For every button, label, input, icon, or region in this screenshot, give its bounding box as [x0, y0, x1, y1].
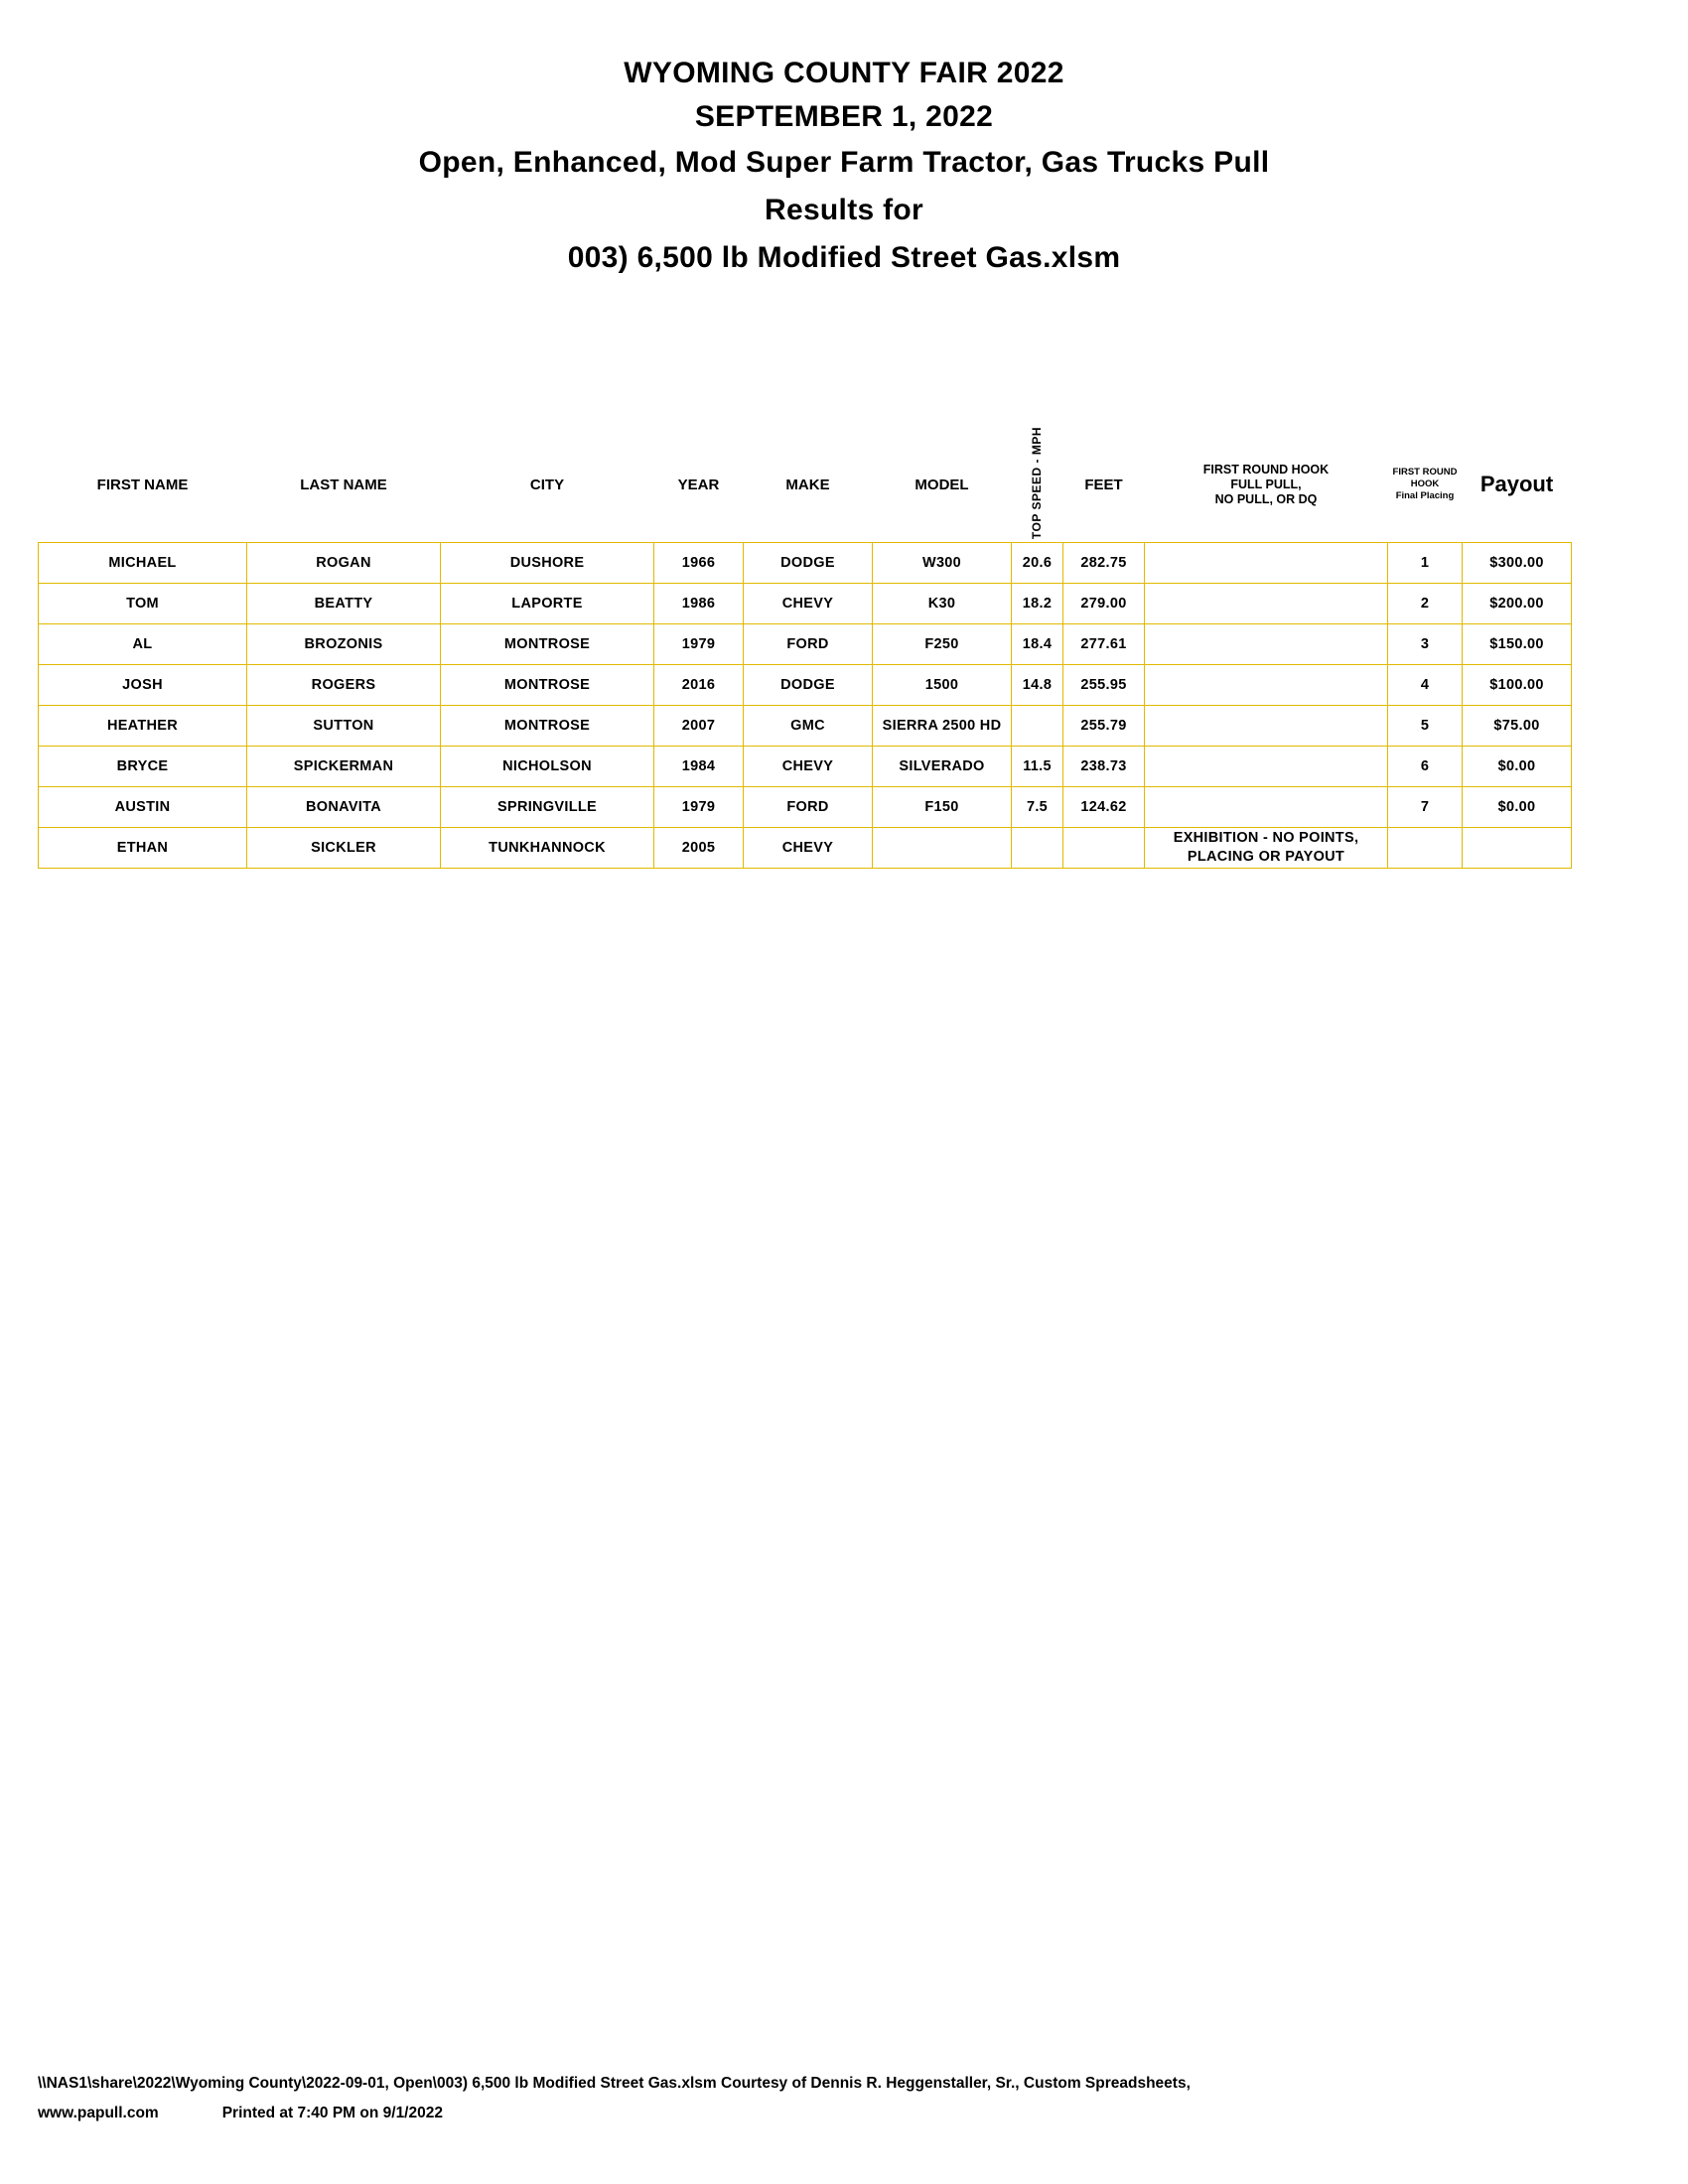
cell-make: CHEVY — [744, 584, 873, 624]
table-row — [39, 665, 1572, 706]
cell-last-name: BEATTY — [247, 584, 441, 624]
header-model: MODEL — [914, 476, 969, 493]
document-title-block — [0, 0, 1688, 282]
cell-city: SPRINGVILLE — [441, 787, 654, 828]
cell-placing — [1388, 828, 1463, 869]
cell-last-name: SUTTON — [247, 706, 441, 747]
cell-last-name: BONAVITA — [247, 787, 441, 828]
cell-first-name: BRYCE — [39, 747, 247, 787]
cell-placing: 4 — [1388, 665, 1463, 706]
table-row — [39, 624, 1572, 665]
cell-payout: $0.00 — [1463, 747, 1572, 787]
cell-hook-note — [1145, 543, 1388, 584]
cell-hook-note — [1145, 787, 1388, 828]
footer-website: www.papull.com — [38, 2105, 159, 2121]
cell-city: MONTROSE — [441, 665, 654, 706]
results-table-body — [39, 543, 1572, 869]
cell-placing: 3 — [1388, 624, 1463, 665]
cell-hook-note: EXHIBITION - NO POINTS, PLACING OR PAYOUT — [1145, 828, 1388, 869]
footer-path-line: \\NAS1\share\2022\Wyoming County\2022-09-01, Open\003) 6,500 lb Modified Street Gas.xlsm Courtesy of Dennis R. Heggenstaller, Sr., Custom Spreadsheets, — [38, 2075, 1191, 2092]
cell-last-name: ROGERS — [247, 665, 441, 706]
cell-make: FORD — [744, 624, 873, 665]
cell-top-speed: 11.5 — [1012, 747, 1063, 787]
cell-make: FORD — [744, 787, 873, 828]
cell-city: LAPORTE — [441, 584, 654, 624]
header-make: MAKE — [785, 476, 830, 493]
cell-hook-note — [1145, 624, 1388, 665]
title-line-5: 003) 6,500 lb Modified Street Gas.xlsm — [567, 241, 1121, 274]
cell-last-name: ROGAN — [247, 543, 441, 584]
cell-make: CHEVY — [744, 828, 873, 869]
cell-year: 2005 — [654, 828, 744, 869]
cell-model: 1500 — [873, 665, 1012, 706]
cell-model: SIERRA 2500 HD — [873, 706, 1012, 747]
cell-placing: 5 — [1388, 706, 1463, 747]
header-first-round-hook-line1: FIRST ROUND HOOK — [1202, 462, 1330, 477]
cell-feet: 255.79 — [1063, 706, 1145, 747]
cell-top-speed: 18.2 — [1012, 584, 1063, 624]
title-line-1: WYOMING COUNTY FAIR 2022 — [624, 57, 1064, 89]
title-line-3: Open, Enhanced, Mod Super Farm Tractor, Gas Trucks Pull — [418, 146, 1270, 179]
header-first-round-hook-line3: NO PULL, OR DQ — [1214, 491, 1318, 506]
footer-printed-at: Printed at 7:40 PM on 9/1/2022 — [221, 2105, 443, 2121]
cell-feet: 255.95 — [1063, 665, 1145, 706]
table-row — [39, 543, 1572, 584]
cell-model — [873, 828, 1012, 869]
cell-year: 1979 — [654, 624, 744, 665]
cell-first-name: AUSTIN — [39, 787, 247, 828]
cell-feet — [1063, 828, 1145, 869]
cell-year: 2016 — [654, 665, 744, 706]
cell-make: CHEVY — [744, 747, 873, 787]
header-final-placing-line1: FIRST ROUND — [1392, 467, 1458, 478]
cell-year: 1986 — [654, 584, 744, 624]
cell-model: SILVERADO — [873, 747, 1012, 787]
header-city: CITY — [529, 476, 565, 493]
header-first-name: FIRST NAME — [96, 476, 189, 493]
header-first-round-hook — [1145, 427, 1388, 543]
cell-year: 1979 — [654, 787, 744, 828]
table-row — [39, 747, 1572, 787]
header-top-speed-text: TOP SPEED - MPH — [1030, 427, 1044, 540]
cell-city: DUSHORE — [441, 543, 654, 584]
footer-second-line — [38, 2099, 1626, 2128]
results-table — [38, 427, 1572, 869]
cell-top-speed: 7.5 — [1012, 787, 1063, 828]
cell-top-speed — [1012, 828, 1063, 869]
cell-make: DODGE — [744, 665, 873, 706]
cell-last-name: SPICKERMAN — [247, 747, 441, 787]
cell-year: 1966 — [654, 543, 744, 584]
cell-first-name: MICHAEL — [39, 543, 247, 584]
results-table-wrapper — [38, 427, 1555, 869]
cell-top-speed: 20.6 — [1012, 543, 1063, 584]
cell-model: F150 — [873, 787, 1012, 828]
cell-first-name: ETHAN — [39, 828, 247, 869]
header-final-placing-line2: HOOK — [1410, 478, 1440, 490]
table-row — [39, 828, 1572, 869]
cell-model: K30 — [873, 584, 1012, 624]
header-feet: FEET — [1084, 476, 1123, 493]
cell-payout: $300.00 — [1463, 543, 1572, 584]
cell-last-name: SICKLER — [247, 828, 441, 869]
cell-top-speed: 18.4 — [1012, 624, 1063, 665]
header-final-placing-line3: Final Placing — [1395, 490, 1455, 502]
cell-first-name: TOM — [39, 584, 247, 624]
header-top-speed — [1012, 427, 1063, 543]
cell-make: GMC — [744, 706, 873, 747]
cell-top-speed — [1012, 706, 1063, 747]
cell-model: F250 — [873, 624, 1012, 665]
cell-payout: $75.00 — [1463, 706, 1572, 747]
cell-placing: 1 — [1388, 543, 1463, 584]
cell-year: 1984 — [654, 747, 744, 787]
cell-city: NICHOLSON — [441, 747, 654, 787]
cell-make: DODGE — [744, 543, 873, 584]
cell-payout — [1463, 828, 1572, 869]
cell-first-name: JOSH — [39, 665, 247, 706]
cell-first-name: AL — [39, 624, 247, 665]
cell-payout: $200.00 — [1463, 584, 1572, 624]
cell-placing: 2 — [1388, 584, 1463, 624]
title-line-2: SEPTEMBER 1, 2022 — [694, 100, 994, 133]
title-line-4: Results for — [765, 194, 923, 226]
cell-city: MONTROSE — [441, 624, 654, 665]
header-payout: Payout — [1479, 472, 1554, 497]
cell-last-name: BROZONIS — [247, 624, 441, 665]
cell-payout: $0.00 — [1463, 787, 1572, 828]
header-year: YEAR — [677, 476, 720, 493]
document-footer — [38, 2069, 1626, 2128]
cell-feet: 124.62 — [1063, 787, 1145, 828]
header-last-name: LAST NAME — [300, 476, 387, 493]
table-header-row — [39, 427, 1572, 543]
cell-payout: $100.00 — [1463, 665, 1572, 706]
cell-feet: 282.75 — [1063, 543, 1145, 584]
cell-city: MONTROSE — [441, 706, 654, 747]
cell-hook-note — [1145, 584, 1388, 624]
table-row — [39, 706, 1572, 747]
cell-placing: 7 — [1388, 787, 1463, 828]
header-final-placing — [1388, 427, 1463, 543]
cell-placing: 6 — [1388, 747, 1463, 787]
cell-hook-note — [1145, 747, 1388, 787]
cell-feet: 279.00 — [1063, 584, 1145, 624]
cell-hook-note — [1145, 706, 1388, 747]
cell-feet: 238.73 — [1063, 747, 1145, 787]
header-first-round-hook-line2: FULL PULL, — [1230, 477, 1302, 491]
cell-top-speed: 14.8 — [1012, 665, 1063, 706]
cell-payout: $150.00 — [1463, 624, 1572, 665]
cell-year: 2007 — [654, 706, 744, 747]
table-row — [39, 584, 1572, 624]
cell-hook-note — [1145, 665, 1388, 706]
cell-first-name: HEATHER — [39, 706, 247, 747]
cell-city: TUNKHANNOCK — [441, 828, 654, 869]
table-row — [39, 787, 1572, 828]
cell-feet: 277.61 — [1063, 624, 1145, 665]
cell-model: W300 — [873, 543, 1012, 584]
